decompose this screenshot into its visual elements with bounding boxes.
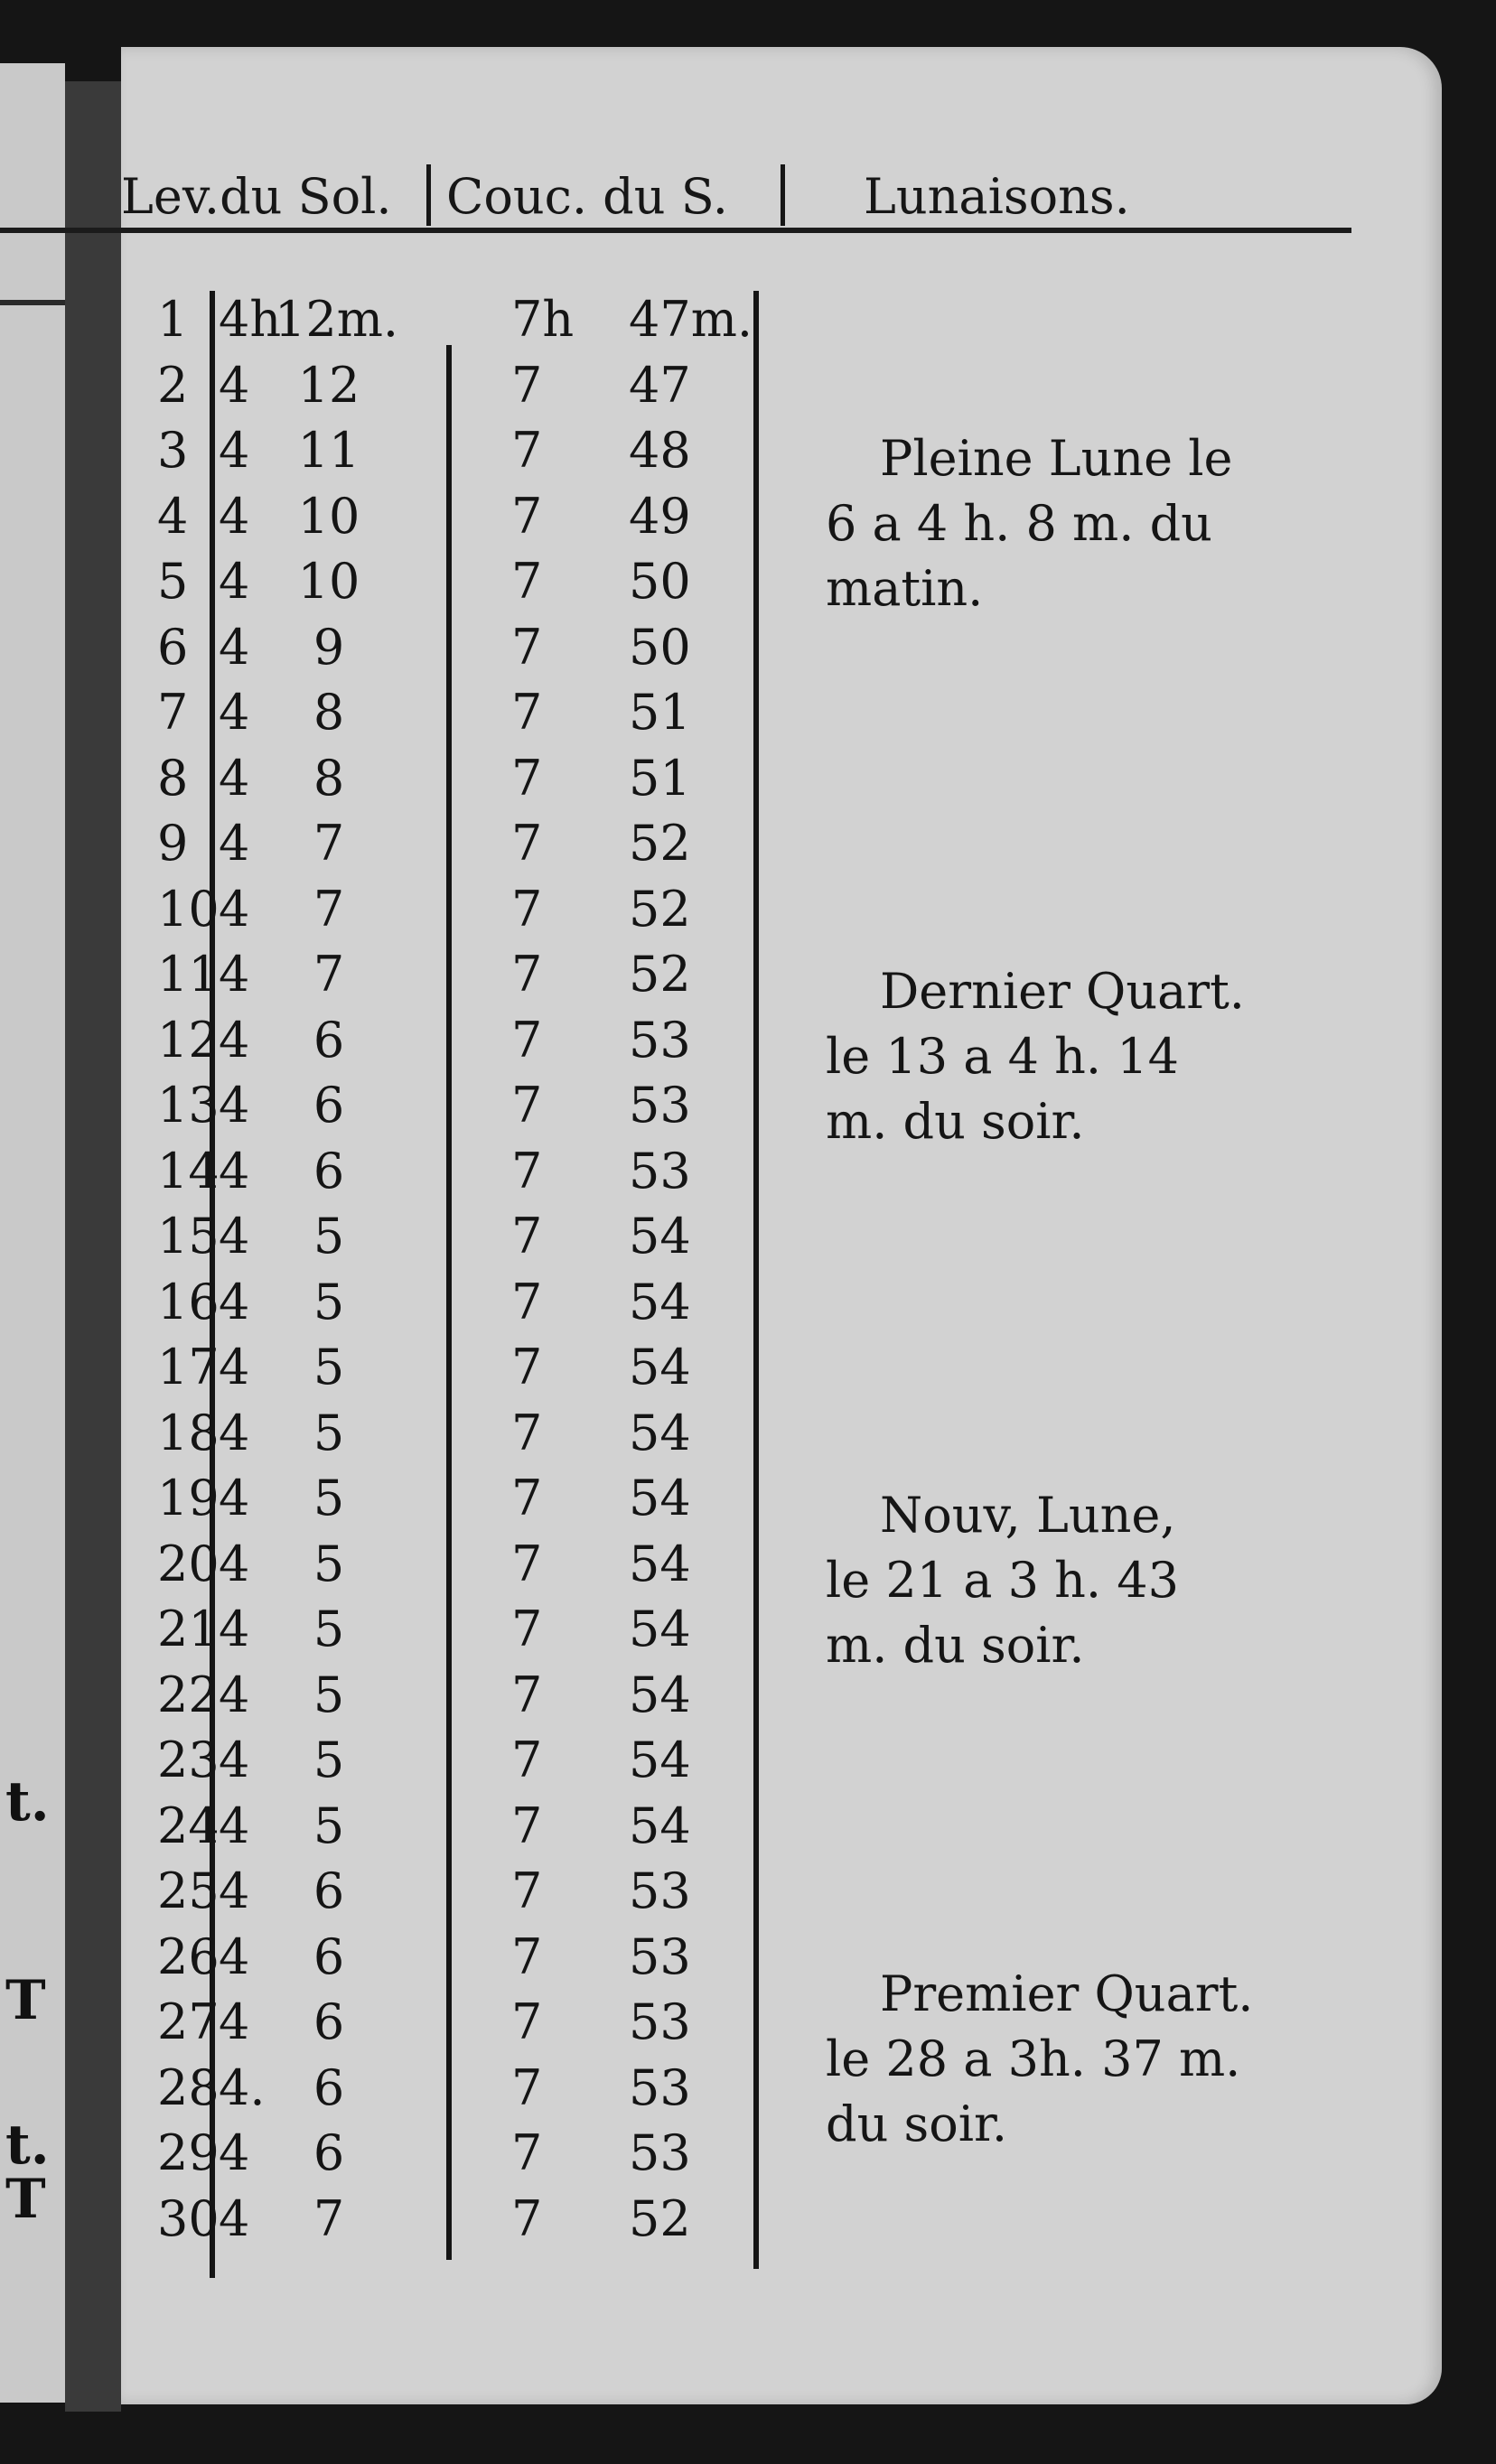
sunset-hour: 7: [511, 1142, 543, 1199]
table-row: [121, 553, 808, 618]
sunrise-hour: 4: [219, 1339, 250, 1395]
sunrise-minute: 5: [313, 1339, 345, 1395]
sunrise-hour: 4: [219, 1208, 250, 1265]
sunrise-hour: 4: [219, 684, 250, 741]
table-row: [121, 1797, 808, 1862]
sunset-hour: 7: [511, 356, 543, 414]
sunset-hour: 7: [511, 1273, 543, 1330]
table-row: [121, 750, 808, 815]
sunrise-hour: 4: [219, 1470, 250, 1526]
almanac-page: [121, 47, 1442, 2404]
header-separator: [426, 164, 431, 226]
lunaison-new-moon: [826, 1483, 1277, 1678]
day-number: 26: [157, 1927, 220, 1985]
sunrise-minute: 5: [313, 1208, 345, 1265]
sunset-minute: 48: [629, 422, 691, 479]
sunset-minute: 53: [629, 2058, 691, 2116]
sunset-minute: 53: [629, 2124, 691, 2181]
day-number: 19: [157, 1470, 220, 1526]
table-row: [121, 881, 808, 946]
lunaison-first-quarter: [826, 1962, 1277, 2157]
sunset-minute: 53: [629, 1077, 691, 1134]
sunrise-minute: 11: [297, 422, 360, 479]
day-number: 29: [157, 2124, 220, 2181]
sunrise-minute: 7: [313, 946, 345, 1003]
day-number: 13: [157, 1077, 220, 1134]
lunaison-line: Dernier Quart.: [880, 963, 1245, 1020]
table-row: [121, 1601, 808, 1666]
sunrise-hour: 4: [219, 618, 250, 676]
lunaison-line: Premier Quart.: [880, 1965, 1254, 2022]
day-number: 12: [157, 1011, 220, 1069]
sunset-hour: 7: [511, 553, 543, 610]
day-number: 21: [157, 1601, 220, 1657]
sunrise-hour: 4: [219, 422, 250, 479]
day-number: 25: [157, 1862, 220, 1919]
sunrise-minute: 7: [313, 815, 345, 872]
table-row: [121, 1470, 808, 1535]
day-number: 10: [157, 880, 220, 938]
sunset-minute: 53: [629, 1011, 691, 1069]
sunrise-hour: 4: [219, 356, 250, 414]
table-row: [121, 2059, 808, 2124]
day-number: 23: [157, 1731, 220, 1788]
day-number: 18: [157, 1404, 220, 1461]
table-row: [121, 684, 808, 749]
sunrise-minute: 5: [313, 1797, 345, 1854]
table-row: [121, 357, 808, 422]
lunaison-line: le 28 a 3h. 37 m.: [826, 2030, 1241, 2087]
sunrise-hour: 4: [219, 1666, 250, 1723]
sunset-minute: 52: [629, 815, 691, 872]
table-row: [121, 1143, 808, 1208]
sunset-hour: 7: [511, 1601, 543, 1657]
sunset-hour: 7: [511, 1862, 543, 1919]
sunset-hour: 7: [511, 1470, 543, 1526]
sunset-hour: 7: [511, 618, 543, 676]
sunrise-hour: 4: [219, 1011, 250, 1069]
sunrise-minute: 5: [313, 1731, 345, 1788]
sunset-minute: 54: [629, 1731, 691, 1788]
sunset-hour: 7: [511, 880, 543, 938]
day-number: 5: [157, 553, 189, 610]
sunset-hour: 7: [511, 2189, 543, 2247]
table-row: [121, 1405, 808, 1470]
table-row: [121, 1535, 808, 1601]
table-row: [121, 488, 808, 553]
header-separator: [781, 164, 785, 226]
sunset-hour: 7: [511, 422, 543, 479]
day-number: 15: [157, 1208, 220, 1265]
day-number: 9: [157, 815, 189, 872]
sunrise-minute: 5: [313, 1470, 345, 1526]
day-number: 4: [157, 487, 189, 545]
sunset-minute: 54: [629, 1339, 691, 1395]
sunrise-minute: 12m.: [275, 291, 399, 348]
sunset-hour: 7h: [511, 291, 575, 348]
day-number: 2: [157, 356, 189, 414]
table-header: [121, 137, 1250, 237]
sunset-minute: 52: [629, 946, 691, 1003]
header-lever-du-soleil: Lev.du Sol.: [121, 168, 392, 225]
sunset-minute: 54: [629, 1470, 691, 1526]
table-row: [121, 1928, 808, 1993]
sunset-minute: 50: [629, 553, 691, 610]
sunset-minute: 50: [629, 618, 691, 676]
sunrise-hour: 4.: [219, 2058, 266, 2116]
lunaison-line: Nouv, Lune,: [880, 1487, 1176, 1544]
table-row: [121, 619, 808, 684]
left-fragment-text: t.: [5, 1770, 50, 1834]
table-row: [121, 1993, 808, 2058]
table-row: [121, 815, 808, 880]
header-lunaisons: Lunaisons.: [864, 168, 1130, 225]
sunset-minute: 54: [629, 1797, 691, 1854]
day-number: 11: [157, 946, 220, 1003]
sunset-hour: 7: [511, 1404, 543, 1461]
day-number: 17: [157, 1339, 220, 1395]
sunset-hour: 7: [511, 946, 543, 1003]
sunrise-minute: 6: [313, 1142, 345, 1199]
day-number: 16: [157, 1273, 220, 1330]
sunrise-minute: 6: [313, 1011, 345, 1069]
sunrise-minute: 12: [297, 356, 360, 414]
sunrise-minute: 10: [297, 487, 360, 545]
sunrise-hour: 4: [219, 1535, 250, 1592]
sunrise-hour: 4: [219, 749, 250, 807]
sunrise-hour: 4: [219, 553, 250, 610]
sunset-minute: 52: [629, 880, 691, 938]
day-number: 20: [157, 1535, 220, 1592]
sunrise-hour: 4: [219, 1993, 250, 2050]
lunaison-line: 6 a 4 h. 8 m. du: [826, 495, 1212, 552]
sunset-hour: 7: [511, 487, 543, 545]
sunset-hour: 7: [511, 1993, 543, 2050]
sunset-hour: 7: [511, 1535, 543, 1592]
day-number: 7: [157, 684, 189, 741]
sunrise-minute: 6: [313, 2124, 345, 2181]
sunrise-hour: 4: [219, 1273, 250, 1330]
sunrise-hour: 4: [219, 1601, 250, 1657]
sunrise-hour: 4: [219, 815, 250, 872]
sunset-hour: 7: [511, 684, 543, 741]
lunaison-line: du soir.: [826, 2095, 1008, 2152]
table-row: [121, 291, 808, 356]
sunset-minute: 54: [629, 1273, 691, 1330]
sunset-minute: 47m.: [629, 291, 753, 348]
table-row: [121, 2124, 808, 2189]
sunrise-hour: 4: [219, 880, 250, 938]
sunset-hour: 7: [511, 1011, 543, 1069]
left-fragment-text: t.: [5, 2114, 50, 2177]
sunset-minute: 54: [629, 1666, 691, 1723]
sunrise-hour: 4: [219, 1404, 250, 1461]
lunaison-line: m. du soir.: [826, 1093, 1085, 1150]
table-row: [121, 422, 808, 487]
sunset-hour: 7: [511, 1731, 543, 1788]
sunset-hour: 7: [511, 815, 543, 872]
table-row: [121, 1274, 808, 1339]
sunset-hour: 7: [511, 749, 543, 807]
sunset-hour: 7: [511, 1797, 543, 1854]
sunrise-hour: 4: [219, 487, 250, 545]
table-row: [121, 1731, 808, 1797]
left-page-rule: [0, 300, 65, 305]
sunset-minute: 53: [629, 1993, 691, 2050]
header-rule: [0, 228, 1351, 233]
sunrise-minute: 6: [313, 1993, 345, 2050]
day-number: 27: [157, 1993, 220, 2050]
sunrise-hour: 4: [219, 1142, 250, 1199]
lunaison-full-moon: [826, 426, 1277, 621]
day-number: 28: [157, 2058, 220, 2116]
day-number: 14: [157, 1142, 220, 1199]
sunrise-hour: 4: [219, 2189, 250, 2247]
sunrise-hour: 4: [219, 1927, 250, 1985]
sunrise-minute: 5: [313, 1404, 345, 1461]
lunaison-line: matin.: [826, 560, 984, 617]
sunset-hour: 7: [511, 1666, 543, 1723]
sunrise-minute: 6: [313, 1927, 345, 1985]
sunrise-minute: 5: [313, 1535, 345, 1592]
table-row: [121, 946, 808, 1011]
day-number: 22: [157, 1666, 220, 1723]
day-number: 3: [157, 422, 189, 479]
sunrise-hour: 4: [219, 1077, 250, 1134]
sunset-minute: 52: [629, 2189, 691, 2247]
sunrise-hour: 4h: [219, 291, 282, 348]
sunset-minute: 54: [629, 1208, 691, 1265]
lunaison-last-quarter: [826, 959, 1277, 1154]
sunset-hour: 7: [511, 1339, 543, 1395]
sunset-minute: 47: [629, 356, 691, 414]
lunaison-line: Pleine Lune le: [880, 430, 1233, 487]
left-fragment-text: T: [5, 1969, 46, 2032]
lunaison-line: le 21 a 3 h. 43: [826, 1552, 1179, 1609]
left-fragment-text: T: [5, 2168, 46, 2231]
sunrise-minute: 10: [297, 553, 360, 610]
day-number: 1: [157, 291, 189, 348]
sunrise-minute: 8: [313, 749, 345, 807]
left-page-fragment: [0, 63, 65, 2403]
sunrise-minute: 5: [313, 1666, 345, 1723]
sunrise-minute: 7: [313, 880, 345, 938]
sunrise-minute: 9: [313, 618, 345, 676]
sunrise-minute: 7: [313, 2189, 345, 2247]
day-number: 30: [157, 2189, 220, 2247]
sunset-minute: 51: [629, 749, 691, 807]
sunset-hour: 7: [511, 2058, 543, 2116]
table-row: [121, 1339, 808, 1404]
sunset-minute: 54: [629, 1535, 691, 1592]
table-row: [121, 1077, 808, 1142]
sunset-hour: 7: [511, 1927, 543, 1985]
book-gutter: [65, 81, 121, 2412]
table-row: [121, 2190, 808, 2255]
table-row: [121, 1012, 808, 1077]
table-row: [121, 1208, 808, 1273]
day-number: 24: [157, 1797, 220, 1854]
sunrise-minute: 6: [313, 1862, 345, 1919]
table-row: [121, 1862, 808, 1927]
sunrise-hour: 4: [219, 1797, 250, 1854]
sunset-minute: 53: [629, 1142, 691, 1199]
sunset-hour: 7: [511, 2124, 543, 2181]
sunset-hour: 7: [511, 1208, 543, 1265]
sunrise-hour: 4: [219, 946, 250, 1003]
day-number: 6: [157, 618, 189, 676]
sunrise-minute: 6: [313, 1077, 345, 1134]
sunrise-hour: 4: [219, 1862, 250, 1919]
lunaison-line: m. du soir.: [826, 1617, 1085, 1674]
header-coucher-du-soleil: Couc. du S.: [446, 168, 728, 225]
sunset-minute: 49: [629, 487, 691, 545]
sunrise-minute: 8: [313, 684, 345, 741]
table-row: [121, 1666, 808, 1731]
sunset-minute: 53: [629, 1862, 691, 1919]
sunrise-minute: 5: [313, 1601, 345, 1657]
sunrise-minute: 6: [313, 2058, 345, 2116]
sunrise-minute: 5: [313, 1273, 345, 1330]
sunset-hour: 7: [511, 1077, 543, 1134]
sunrise-hour: 4: [219, 2124, 250, 2181]
sunset-minute: 54: [629, 1601, 691, 1657]
sunrise-hour: 4: [219, 1731, 250, 1788]
lunaison-line: le 13 a 4 h. 14: [826, 1028, 1179, 1085]
sunset-minute: 54: [629, 1404, 691, 1461]
day-number: 8: [157, 749, 189, 807]
sunset-minute: 51: [629, 684, 691, 741]
sunset-minute: 53: [629, 1927, 691, 1985]
